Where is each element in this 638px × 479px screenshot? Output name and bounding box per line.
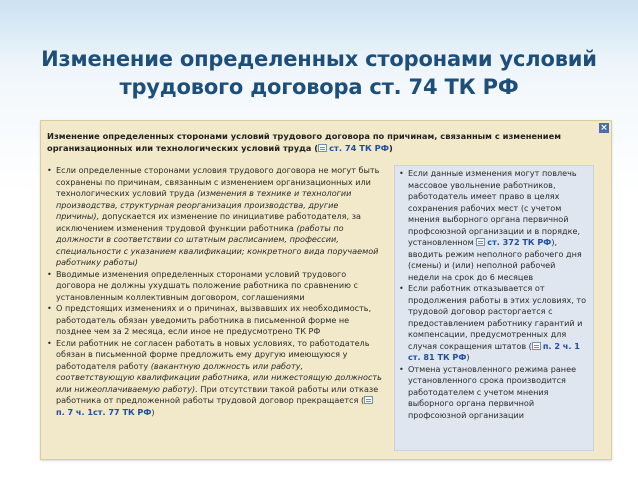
close-icon[interactable]: × bbox=[600, 123, 608, 133]
bullet-text: Отмена установленного режима ранее установленного срока производится работодателем с учетом мнения выборного органа первичной профсоюзной организации bbox=[408, 363, 577, 420]
bullet-text: Если определенные сторонами условия трудового договора не могут быть сохранены по причинам, связанным с изменением организационных или технологических условий труда bbox=[56, 165, 380, 198]
left-column bbox=[47, 165, 383, 418]
list-item bbox=[399, 168, 589, 283]
law-reference-link[interactable]: п. 2 ч. 1 ст. 81 ТК РФ bbox=[408, 340, 580, 362]
bullet-text: О предстоящих изменениях и о причинах, вызвавших их необходимость, работодатель обязан уведомить работника в письменной форме не позднее чем за 2 месяца, если иное не предусмотрено ТК РФ bbox=[56, 303, 372, 336]
bullet-text: При отсутствии такой работы или отказе работника от предложенной работы трудовой договор прекращается ( bbox=[56, 383, 379, 405]
document-icon bbox=[532, 342, 541, 350]
law-reference-link[interactable]: ст. 372 ТК РФ bbox=[487, 237, 552, 247]
bullet-text: допускается их изменение по инициативе работодателя, за исключением изменения трудовой функции работника bbox=[56, 211, 361, 233]
bullet-text: Если работник отказывается от продолжения работы в этих условиях, то трудовой договор расторгается с предоставлением работнику гарантий и компенсации, предусмотренных для случая сокращения штатов ( bbox=[408, 283, 587, 351]
right-column-box bbox=[394, 165, 594, 451]
panel-heading-end: ) bbox=[388, 143, 393, 153]
bullet-text: Если работник не согласен работать в новых условиях, то работодатель обязан в письменной форме предложить ему другую имеющуюся у работодателя работу bbox=[56, 337, 370, 371]
list-item bbox=[47, 338, 383, 419]
slide-title: Изменение определенных сторонами условий трудового договора ст. 74 ТК РФ bbox=[41, 47, 597, 99]
list-item bbox=[47, 269, 383, 304]
bullet-text: ) bbox=[466, 352, 470, 362]
bullet-italic-text: (вакантную должность или работу, соответствующую квалификации работника, или нижестоящую должность или нижеоплачиваемую работу). bbox=[56, 360, 382, 394]
list-item bbox=[399, 283, 589, 364]
list-item bbox=[47, 165, 383, 269]
panel-heading-text: Изменение определенных сторонами условий трудового договора по причинам, связанным с изменением организационных или технологических условий труда ( bbox=[47, 131, 562, 153]
content-panel bbox=[40, 120, 612, 460]
bullet-italic-text: (работы по должности в соответствии со штатным расписанием, профессии, специальности с указанием квалификации; конкретного вида поручаемой работнику работы) bbox=[56, 222, 379, 267]
document-icon bbox=[364, 396, 373, 404]
panel-heading bbox=[47, 130, 601, 154]
bullet-text: ), вводить режим неполного рабочего дня (смены) и (или) неполной рабочей недели на срок до 6 месяцев bbox=[408, 237, 582, 282]
bullet-italic-text: (изменения в технике и технологии производства, структурная реорганизация производства, другие причины), bbox=[56, 188, 352, 221]
bullet-text: ) bbox=[151, 406, 155, 417]
bullet-text: Если данные изменения могут повлечь массовое увольнение работников, работодатель имеет право в целях сохранения рабочих мест (с учетом мнения выборного органа первичной профсоюзной организации и в порядке, установленном bbox=[408, 168, 581, 247]
law-reference-link[interactable]: ст. 74 ТК РФ bbox=[329, 143, 389, 153]
law-reference-link[interactable]: п. 7 ч. 1ст. 77 ТК РФ bbox=[56, 406, 152, 417]
list-item bbox=[399, 364, 589, 422]
bullet-text: Вводимые изменения определенных сторонами условий трудового договора не должны ухудшать положение работника по сравнению с установленным коллективным договором, соглашениями bbox=[56, 268, 358, 302]
document-icon bbox=[318, 144, 327, 152]
list-item bbox=[47, 303, 383, 338]
document-icon bbox=[476, 238, 485, 246]
